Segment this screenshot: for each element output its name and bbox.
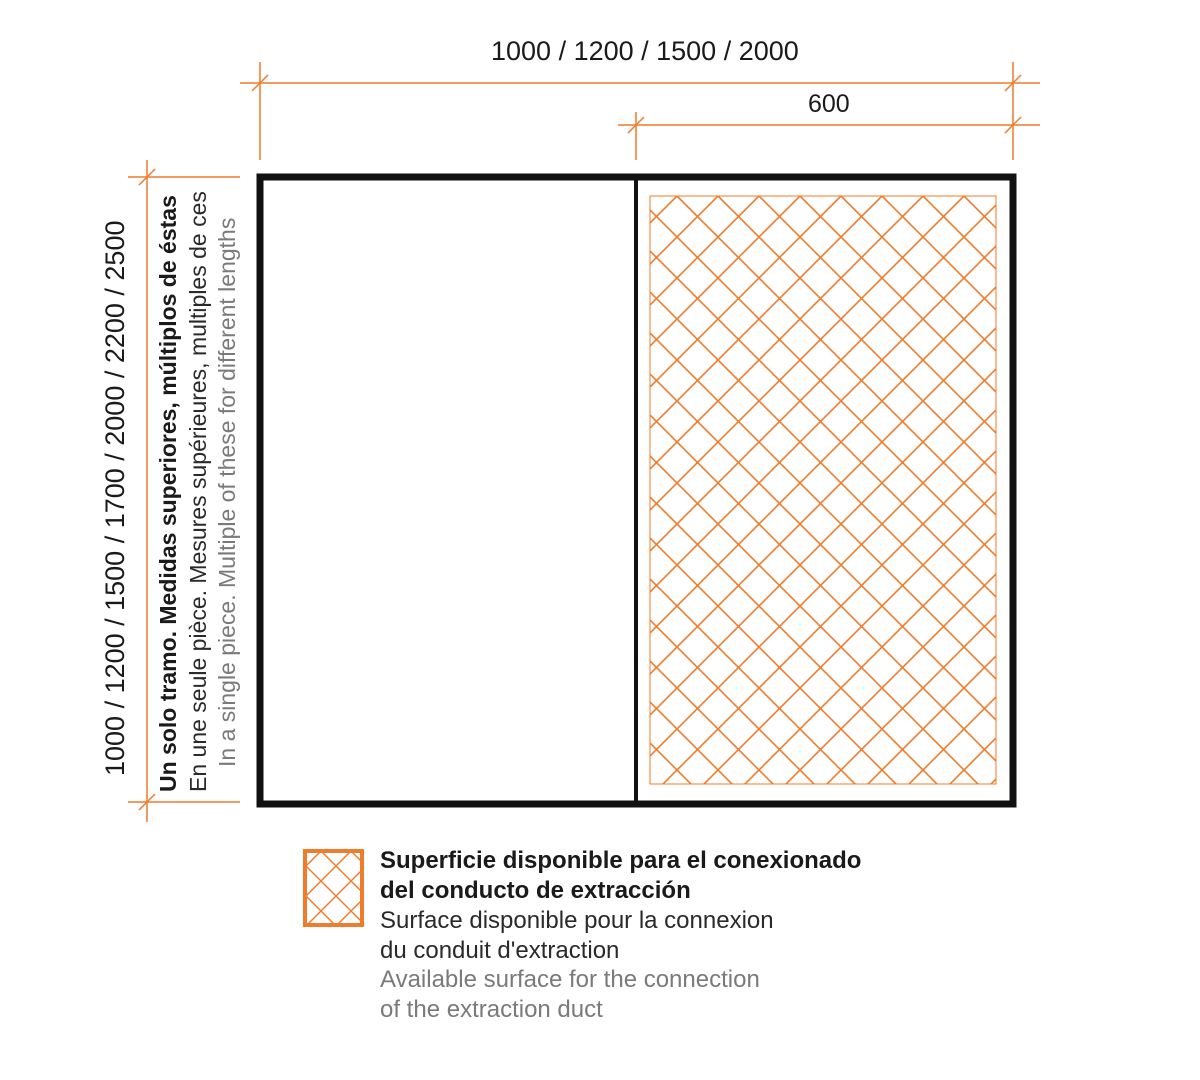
connection-width-dimension	[618, 112, 1040, 160]
width-dimension	[240, 62, 1040, 160]
side-note-es: Un solo tramo. Medidas superiores, múltiplos de éstas	[155, 195, 181, 792]
legend-en-line-1: Available surface for the connection	[380, 966, 760, 993]
width-label: 1000 / 1200 / 1500 / 2000	[491, 36, 799, 66]
legend-es-line-1: Superficie disponible para el conexionado	[380, 847, 862, 874]
height-label: 1000 / 1200 / 1500 / 1700 / 2000 / 2200 / 2500	[100, 220, 130, 776]
legend-fr-line-2: du conduit d'extraction	[380, 937, 620, 964]
connection-width-label: 600	[808, 90, 850, 118]
legend-fr-line-1: Surface disponible pour la connexion	[380, 907, 774, 934]
side-note-en: In a single piece. Multiple of these for different lengths	[214, 217, 240, 767]
side-note-fr: En une seule pièce. Mesures supérieures, multiples de ces	[185, 191, 211, 792]
legend-en-line-2: of the extraction duct	[380, 996, 603, 1023]
legend-es-line-2: del conducto de extracción	[380, 877, 691, 904]
